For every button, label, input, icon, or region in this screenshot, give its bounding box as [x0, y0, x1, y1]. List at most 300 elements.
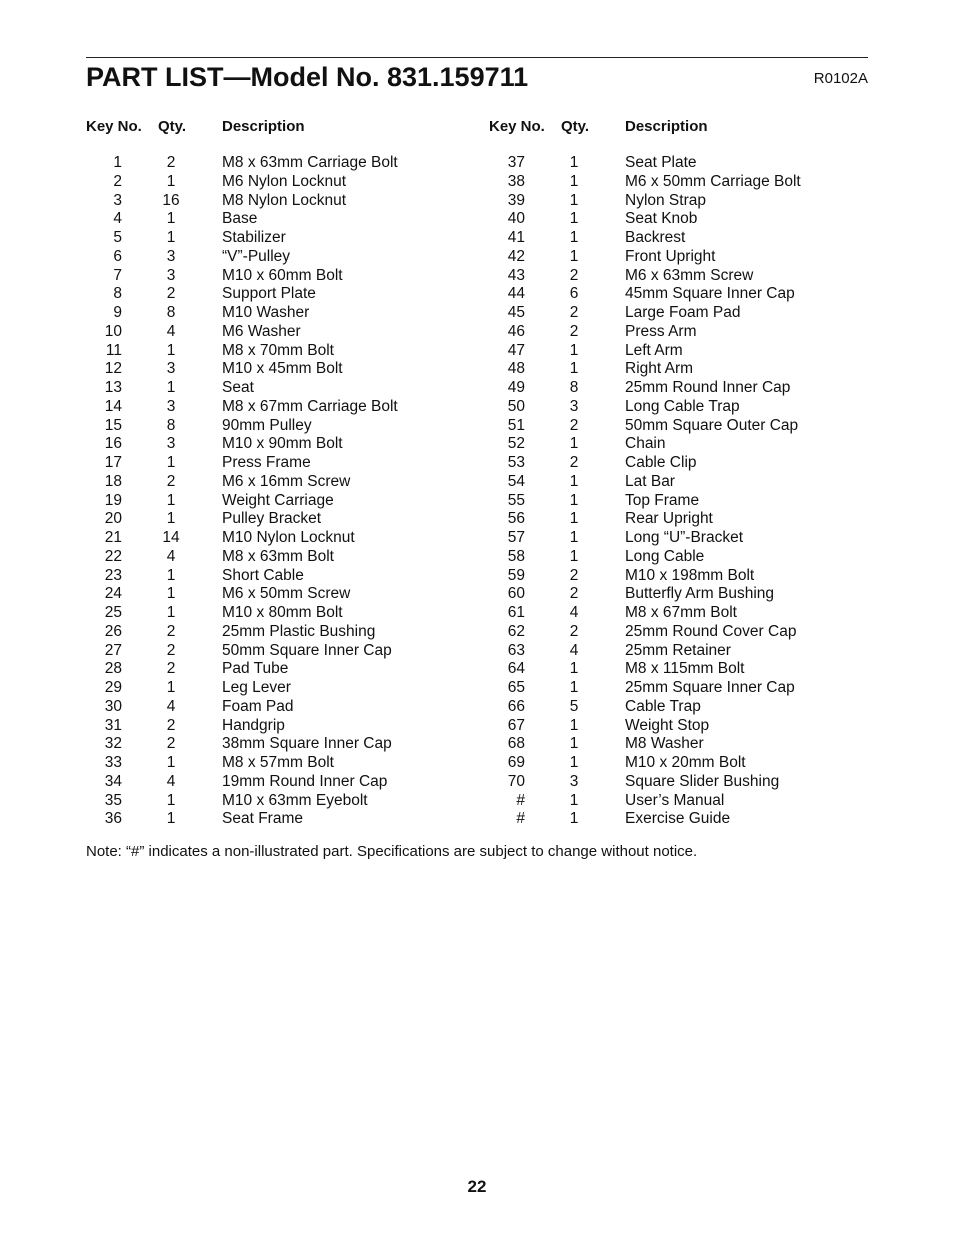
table-row [86, 567, 466, 586]
table-row [489, 304, 869, 323]
table-row [86, 698, 466, 717]
part-description: M8 x 115mm Bolt [625, 660, 745, 678]
table-row [489, 773, 869, 792]
description-header: Description [625, 118, 708, 135]
part-quantity: 1 [166, 379, 176, 396]
part-quantity: 4 [166, 322, 176, 340]
part-key-number: 30 [104, 697, 122, 715]
part-description: Press Arm [625, 322, 697, 340]
part-description: M6 x 50mm Carriage Bolt [625, 172, 801, 190]
part-description: 38mm Square Inner Cap [222, 735, 392, 753]
part-key-number: 1 [113, 154, 122, 171]
table-row [86, 454, 466, 473]
part-description: Lat Bar [625, 472, 675, 490]
part-quantity: 2 [569, 622, 579, 640]
part-description: Seat Knob [625, 210, 698, 228]
part-quantity: 1 [569, 810, 579, 828]
part-description: “V”-Pulley [222, 247, 291, 265]
part-key-number: 4 [113, 210, 122, 228]
part-description: M6 Washer [222, 322, 301, 340]
part-description: M8 x 57mm Bolt [222, 754, 334, 771]
part-quantity: 2 [569, 566, 579, 584]
part-key-number: 23 [104, 566, 122, 584]
part-quantity: 2 [166, 154, 176, 171]
part-quantity: 3 [166, 397, 176, 415]
table-row [489, 510, 869, 529]
part-quantity: 1 [569, 547, 579, 565]
table-row [489, 210, 869, 229]
part-description: Large Foam Pad [625, 304, 741, 321]
part-description: Seat [222, 379, 254, 396]
part-description: M8 x 63mm Bolt [222, 547, 334, 565]
part-key-number: 54 [507, 472, 525, 490]
part-quantity: 1 [166, 754, 176, 771]
part-description: M6 x 50mm Screw [222, 585, 351, 603]
part-key-number: # [516, 810, 525, 828]
part-description: M8 x 63mm Carriage Bolt [222, 154, 398, 171]
part-quantity: 4 [569, 641, 579, 659]
part-quantity: 2 [166, 716, 176, 734]
table-row [489, 585, 869, 604]
part-quantity: 1 [569, 154, 579, 171]
table-row [489, 810, 869, 829]
part-key-number: 17 [104, 454, 122, 471]
part-description: Square Slider Bushing [625, 772, 780, 790]
part-key-number: 33 [104, 754, 122, 771]
qty-header: Qty. [158, 118, 187, 135]
part-description: 25mm Plastic Bushing [222, 622, 376, 640]
part-key-number: 38 [507, 172, 525, 190]
part-description: M10 x 20mm Bolt [625, 754, 746, 771]
part-quantity: 1 [569, 510, 579, 528]
table-row [86, 679, 466, 698]
table-row [489, 492, 869, 511]
part-quantity: 2 [166, 472, 176, 490]
part-description: Leg Lever [222, 679, 291, 696]
part-description: 50mm Square Outer Cap [625, 416, 799, 434]
document-code: R0102A [813, 70, 868, 87]
part-key-number: 5 [113, 229, 122, 246]
table-header [86, 117, 466, 137]
part-quantity: 8 [166, 304, 176, 321]
part-key-number: 43 [507, 266, 525, 284]
part-quantity: 1 [569, 191, 579, 209]
part-description: Handgrip [222, 716, 285, 734]
table-row [86, 585, 466, 604]
part-description: 50mm Square Inner Cap [222, 641, 392, 659]
part-description: 25mm Round Inner Cap [625, 379, 791, 396]
part-key-number: 37 [507, 154, 525, 171]
part-quantity: 1 [166, 341, 176, 359]
part-quantity: 14 [162, 529, 180, 546]
table-header [489, 117, 869, 137]
part-key-number: 40 [507, 210, 525, 228]
part-quantity: 1 [166, 810, 176, 828]
part-key-number: 44 [507, 285, 525, 303]
part-key-number: 9 [113, 304, 122, 321]
description-header: Description [222, 118, 305, 135]
part-description: M10 x 80mm Bolt [222, 604, 343, 621]
table-row [86, 810, 466, 829]
part-key-number: 45 [507, 304, 525, 321]
part-quantity: 1 [569, 360, 579, 378]
part-key-number: 31 [104, 716, 122, 734]
table-row [489, 642, 869, 661]
table-row [86, 360, 466, 379]
part-key-number: 2 [113, 172, 122, 190]
part-description: M10 x 63mm Eyebolt [222, 791, 368, 809]
part-quantity: 1 [166, 172, 176, 190]
table-row [86, 229, 466, 248]
part-description: M10 x 198mm Bolt [625, 566, 755, 584]
table-row [489, 735, 869, 754]
table-row [489, 417, 869, 436]
table-row [86, 604, 466, 623]
table-row [86, 417, 466, 436]
part-key-number: 24 [104, 585, 122, 603]
part-description: Chain [625, 435, 666, 453]
part-quantity: 5 [569, 697, 579, 715]
part-description: Short Cable [222, 566, 304, 584]
part-quantity: 1 [166, 679, 176, 696]
part-description: M6 x 63mm Screw [625, 266, 754, 284]
part-description: Weight Carriage [222, 491, 334, 509]
part-description: M10 Nylon Locknut [222, 529, 355, 546]
part-quantity: 3 [166, 266, 176, 284]
part-key-number: 26 [104, 622, 122, 640]
table-row [86, 379, 466, 398]
table-row [86, 754, 466, 773]
part-quantity: 1 [166, 604, 176, 621]
table-row [489, 360, 869, 379]
table-row [86, 342, 466, 361]
part-quantity: 1 [569, 491, 579, 509]
part-quantity: 4 [166, 547, 176, 565]
part-description: Foam Pad [222, 697, 294, 715]
part-key-number: 7 [113, 266, 122, 284]
part-key-number: 6 [113, 247, 122, 265]
part-quantity: 1 [166, 210, 176, 228]
table-row [489, 342, 869, 361]
part-quantity: 1 [569, 435, 579, 453]
part-quantity: 1 [166, 454, 176, 471]
part-description: Backrest [625, 229, 686, 246]
table-row [86, 267, 466, 286]
parts-table-left [86, 117, 466, 829]
part-quantity: 1 [569, 210, 579, 228]
part-key-number: 63 [507, 641, 525, 659]
part-quantity: 2 [569, 585, 579, 603]
part-description: 25mm Round Cover Cap [625, 622, 797, 640]
part-description: M8 x 67mm Carriage Bolt [222, 397, 398, 415]
part-key-number: 8 [113, 285, 122, 303]
part-quantity: 2 [166, 735, 176, 753]
table-row [86, 548, 466, 567]
table-row [86, 435, 466, 454]
table-row [489, 473, 869, 492]
part-quantity: 1 [569, 247, 579, 265]
table-row [489, 679, 869, 698]
table-row [86, 473, 466, 492]
part-description: M10 x 45mm Bolt [222, 360, 343, 378]
part-quantity: 4 [166, 772, 176, 790]
part-quantity: 1 [569, 472, 579, 490]
part-description: Long Cable Trap [625, 397, 740, 415]
part-description: User’s Manual [625, 791, 725, 809]
table-row [489, 192, 869, 211]
table-row [86, 642, 466, 661]
part-quantity: 1 [166, 585, 176, 603]
table-row [489, 660, 869, 679]
part-key-number: 68 [507, 735, 525, 753]
part-description: Base [222, 210, 258, 228]
page-title: PART LIST—Model No. 831.159711 [86, 62, 529, 92]
part-key-number: 70 [507, 772, 525, 790]
part-key-number: 62 [507, 622, 525, 640]
part-key-number: 42 [507, 247, 525, 265]
part-description: Seat Plate [625, 154, 697, 171]
part-description: Press Frame [222, 454, 311, 471]
part-key-number: 57 [507, 529, 525, 546]
table-row [86, 248, 466, 267]
part-quantity: 1 [166, 566, 176, 584]
table-row [489, 435, 869, 454]
key-header: Key No. [489, 118, 545, 135]
part-quantity: 1 [166, 229, 176, 246]
part-key-number: 51 [507, 416, 525, 434]
part-description: Support Plate [222, 285, 316, 303]
parts-rows-left [86, 154, 466, 829]
part-description: Left Arm [625, 341, 683, 359]
table-row [489, 154, 869, 173]
part-quantity: 8 [569, 379, 579, 396]
part-key-number: 60 [507, 585, 525, 603]
part-quantity: 3 [569, 772, 579, 790]
part-description: Rear Upright [625, 510, 713, 528]
part-key-number: 52 [507, 435, 525, 453]
part-quantity: 1 [569, 341, 579, 359]
table-row [489, 379, 869, 398]
table-row [489, 623, 869, 642]
part-quantity: 8 [166, 416, 176, 434]
part-quantity: 2 [166, 285, 176, 303]
table-row [86, 510, 466, 529]
part-description: Front Upright [625, 247, 716, 265]
table-row [489, 173, 869, 192]
part-key-number: 25 [104, 604, 122, 621]
part-key-number: 35 [104, 791, 122, 809]
part-description: 25mm Square Inner Cap [625, 679, 795, 696]
part-key-number: 19 [104, 491, 122, 509]
part-key-number: 27 [104, 641, 122, 659]
part-quantity: 1 [569, 791, 579, 809]
part-quantity: 16 [162, 191, 180, 209]
table-row [86, 792, 466, 811]
part-quantity: 4 [166, 697, 176, 715]
table-row [86, 192, 466, 211]
part-key-number: 69 [507, 754, 525, 771]
part-description: M10 Washer [222, 304, 310, 321]
part-quantity: 2 [569, 304, 579, 321]
part-description: 45mm Square Inner Cap [625, 285, 795, 303]
part-description: M6 Nylon Locknut [222, 172, 347, 190]
part-description: M10 x 60mm Bolt [222, 266, 343, 284]
part-key-number: 29 [104, 679, 122, 696]
table-row [489, 792, 869, 811]
part-quantity: 4 [569, 604, 579, 621]
part-description: 90mm Pulley [222, 416, 312, 434]
part-quantity: 2 [166, 622, 176, 640]
part-description: M8 x 70mm Bolt [222, 341, 334, 359]
table-row [86, 210, 466, 229]
part-key-number: 65 [507, 679, 525, 696]
part-description: Cable Clip [625, 454, 697, 471]
table-row [86, 717, 466, 736]
table-row [86, 735, 466, 754]
part-quantity: 1 [166, 510, 176, 528]
part-description: M6 x 16mm Screw [222, 472, 351, 490]
part-key-number: 56 [507, 510, 525, 528]
table-row [489, 454, 869, 473]
part-description: Exercise Guide [625, 810, 731, 828]
qty-header: Qty. [561, 118, 590, 135]
part-key-number: 10 [104, 322, 122, 340]
part-description: Right Arm [625, 360, 694, 378]
part-description: Pulley Bracket [222, 510, 322, 528]
table-row [489, 323, 869, 342]
part-quantity: 2 [166, 641, 176, 659]
part-key-number: 28 [104, 660, 122, 678]
table-row [489, 604, 869, 623]
part-quantity: 2 [166, 660, 176, 678]
page-number: 22 [467, 1177, 487, 1196]
part-description: M8 Nylon Locknut [222, 191, 347, 209]
table-row [86, 285, 466, 304]
table-row [86, 623, 466, 642]
part-key-number: 55 [507, 491, 525, 509]
part-description: Cable Trap [625, 697, 701, 715]
part-quantity: 1 [569, 229, 579, 246]
part-description: 25mm Retainer [625, 641, 731, 659]
table-row [489, 529, 869, 548]
part-description: Seat Frame [222, 810, 303, 828]
part-key-number: 46 [507, 322, 525, 340]
key-header: Key No. [86, 118, 142, 135]
part-key-number: 61 [507, 604, 525, 621]
part-quantity: 1 [569, 754, 579, 771]
part-key-number: 11 [105, 341, 122, 359]
part-description: M8 x 67mm Bolt [625, 604, 737, 621]
table-row [86, 323, 466, 342]
part-quantity: 3 [166, 247, 176, 265]
table-row [489, 398, 869, 417]
part-description: Long “U”-Bracket [625, 529, 744, 546]
table-row [86, 173, 466, 192]
part-description: Butterfly Arm Bushing [625, 585, 775, 603]
part-key-number: 64 [507, 660, 525, 678]
part-quantity: 1 [569, 735, 579, 753]
part-quantity: 3 [166, 360, 176, 378]
part-description: Nylon Strap [625, 191, 706, 209]
part-key-number: 13 [104, 379, 122, 396]
part-description: Top Frame [625, 491, 700, 509]
part-key-number: 59 [507, 566, 525, 584]
table-row [86, 529, 466, 548]
part-key-number: 21 [104, 529, 122, 546]
part-key-number: 15 [104, 416, 122, 434]
top-rule [86, 57, 868, 58]
part-quantity: 1 [569, 660, 579, 678]
part-key-number: 53 [507, 454, 525, 471]
table-row [86, 304, 466, 323]
table-row [86, 154, 466, 173]
table-row [489, 229, 869, 248]
part-quantity: 2 [569, 454, 579, 471]
part-quantity: 3 [166, 435, 176, 453]
table-row [489, 285, 869, 304]
parts-table-right [489, 117, 869, 829]
table-row [86, 492, 466, 511]
part-key-number: 20 [104, 510, 122, 528]
part-quantity: 3 [569, 397, 579, 415]
table-row [489, 567, 869, 586]
part-key-number: # [516, 791, 525, 809]
table-row [489, 717, 869, 736]
part-quantity: 1 [166, 491, 176, 509]
part-key-number: 67 [507, 716, 525, 734]
table-row [489, 754, 869, 773]
part-quantity: 2 [569, 416, 579, 434]
part-quantity: 1 [569, 172, 579, 190]
table-row [86, 773, 466, 792]
part-description: M8 Washer [625, 735, 704, 753]
part-quantity: 2 [569, 322, 579, 340]
part-quantity: 6 [569, 285, 579, 303]
part-quantity: 1 [569, 529, 579, 546]
part-quantity: 1 [569, 679, 579, 696]
footnote: Note: “#” indicates a non-illustrated part. Specifications are subject to change without notice. [86, 843, 698, 860]
part-description: Pad Tube [222, 660, 289, 678]
part-key-number: 14 [104, 397, 122, 415]
part-key-number: 66 [507, 697, 525, 715]
part-key-number: 50 [507, 397, 525, 415]
part-key-number: 36 [104, 810, 122, 828]
part-key-number: 3 [113, 191, 122, 209]
part-key-number: 22 [104, 547, 122, 565]
part-key-number: 41 [507, 229, 525, 246]
part-key-number: 18 [104, 472, 122, 490]
part-description: Stabilizer [222, 229, 286, 246]
part-quantity: 2 [569, 266, 579, 284]
part-key-number: 39 [507, 191, 525, 209]
table-row [489, 267, 869, 286]
part-key-number: 34 [104, 772, 122, 790]
part-key-number: 47 [507, 341, 525, 359]
part-quantity: 1 [569, 716, 579, 734]
part-key-number: 58 [507, 547, 525, 565]
part-description: Long Cable [625, 547, 705, 565]
table-row [489, 548, 869, 567]
part-key-number: 16 [104, 435, 122, 453]
table-row [489, 248, 869, 267]
part-key-number: 48 [507, 360, 525, 378]
part-key-number: 49 [507, 379, 525, 396]
part-key-number: 12 [104, 360, 122, 378]
part-description: 19mm Round Inner Cap [222, 772, 388, 790]
part-description: Weight Stop [625, 716, 710, 734]
part-key-number: 32 [104, 735, 122, 753]
part-description: M10 x 90mm Bolt [222, 435, 343, 453]
